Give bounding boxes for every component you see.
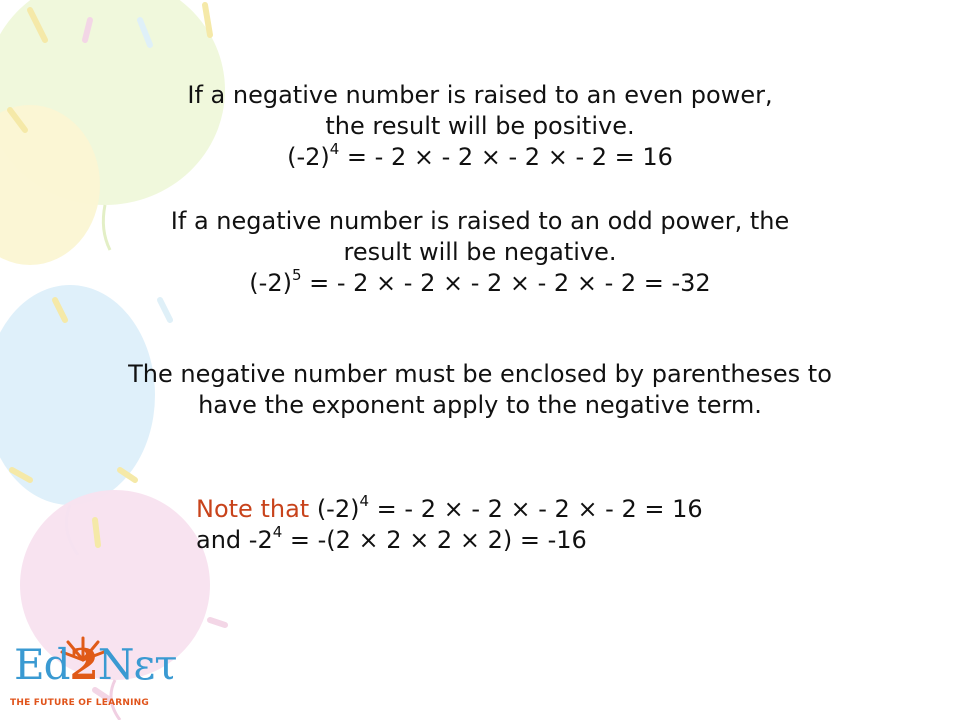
parentheses-rule: [70, 359, 890, 421]
note-eq2-expansion: = -(2 × 2 × 2 × 2) = -16: [282, 526, 587, 554]
logo-word-ed: Ed: [14, 640, 70, 689]
note-eq1-exponent: 4: [359, 492, 370, 510]
even-rule-line-2: the result will be positive.: [325, 112, 635, 140]
odd-eq-expansion: = - 2 × - 2 × - 2 × - 2 × - 2 = -32: [301, 269, 711, 297]
odd-rule-line-2: result will be negative.: [343, 238, 617, 266]
odd-power-rule: [110, 206, 850, 299]
odd-rule-equation: [110, 268, 850, 299]
even-eq-base: (-2): [287, 143, 330, 171]
note-eq1-expansion: = - 2 × - 2 × - 2 × - 2 = 16: [369, 495, 703, 523]
note-line-1: [196, 494, 703, 525]
parentheses-rule-line-2: have the exponent apply to the negative term.: [198, 391, 762, 419]
ed2net-logo: [8, 634, 177, 716]
note-label: Note that: [196, 495, 310, 523]
even-eq-exponent: 4: [329, 140, 340, 158]
logo-wordmark: [14, 640, 177, 689]
note-eq2-exponent: 4: [272, 523, 283, 541]
logo-word-net: Nετ: [97, 640, 177, 689]
odd-eq-base: (-2): [249, 269, 292, 297]
note-line-2: [196, 525, 703, 556]
logo-word-two: 2: [69, 640, 98, 689]
note-block: [196, 494, 703, 556]
note-eq1-base: (-2): [309, 495, 360, 523]
odd-eq-exponent: 5: [291, 266, 302, 284]
even-power-rule: [140, 80, 820, 173]
parentheses-rule-line-1: The negative number must be enclosed by parentheses to: [128, 360, 832, 388]
note-eq2-base: and -2: [196, 526, 273, 554]
even-rule-line-1: If a negative number is raised to an even power,: [187, 81, 773, 109]
logo-tagline: THE FUTURE OF LEARNING: [10, 698, 149, 708]
even-eq-expansion: = - 2 × - 2 × - 2 × - 2 = 16: [339, 143, 673, 171]
even-rule-equation: [140, 142, 820, 173]
odd-rule-line-1: If a negative number is raised to an odd power, the: [170, 207, 790, 235]
